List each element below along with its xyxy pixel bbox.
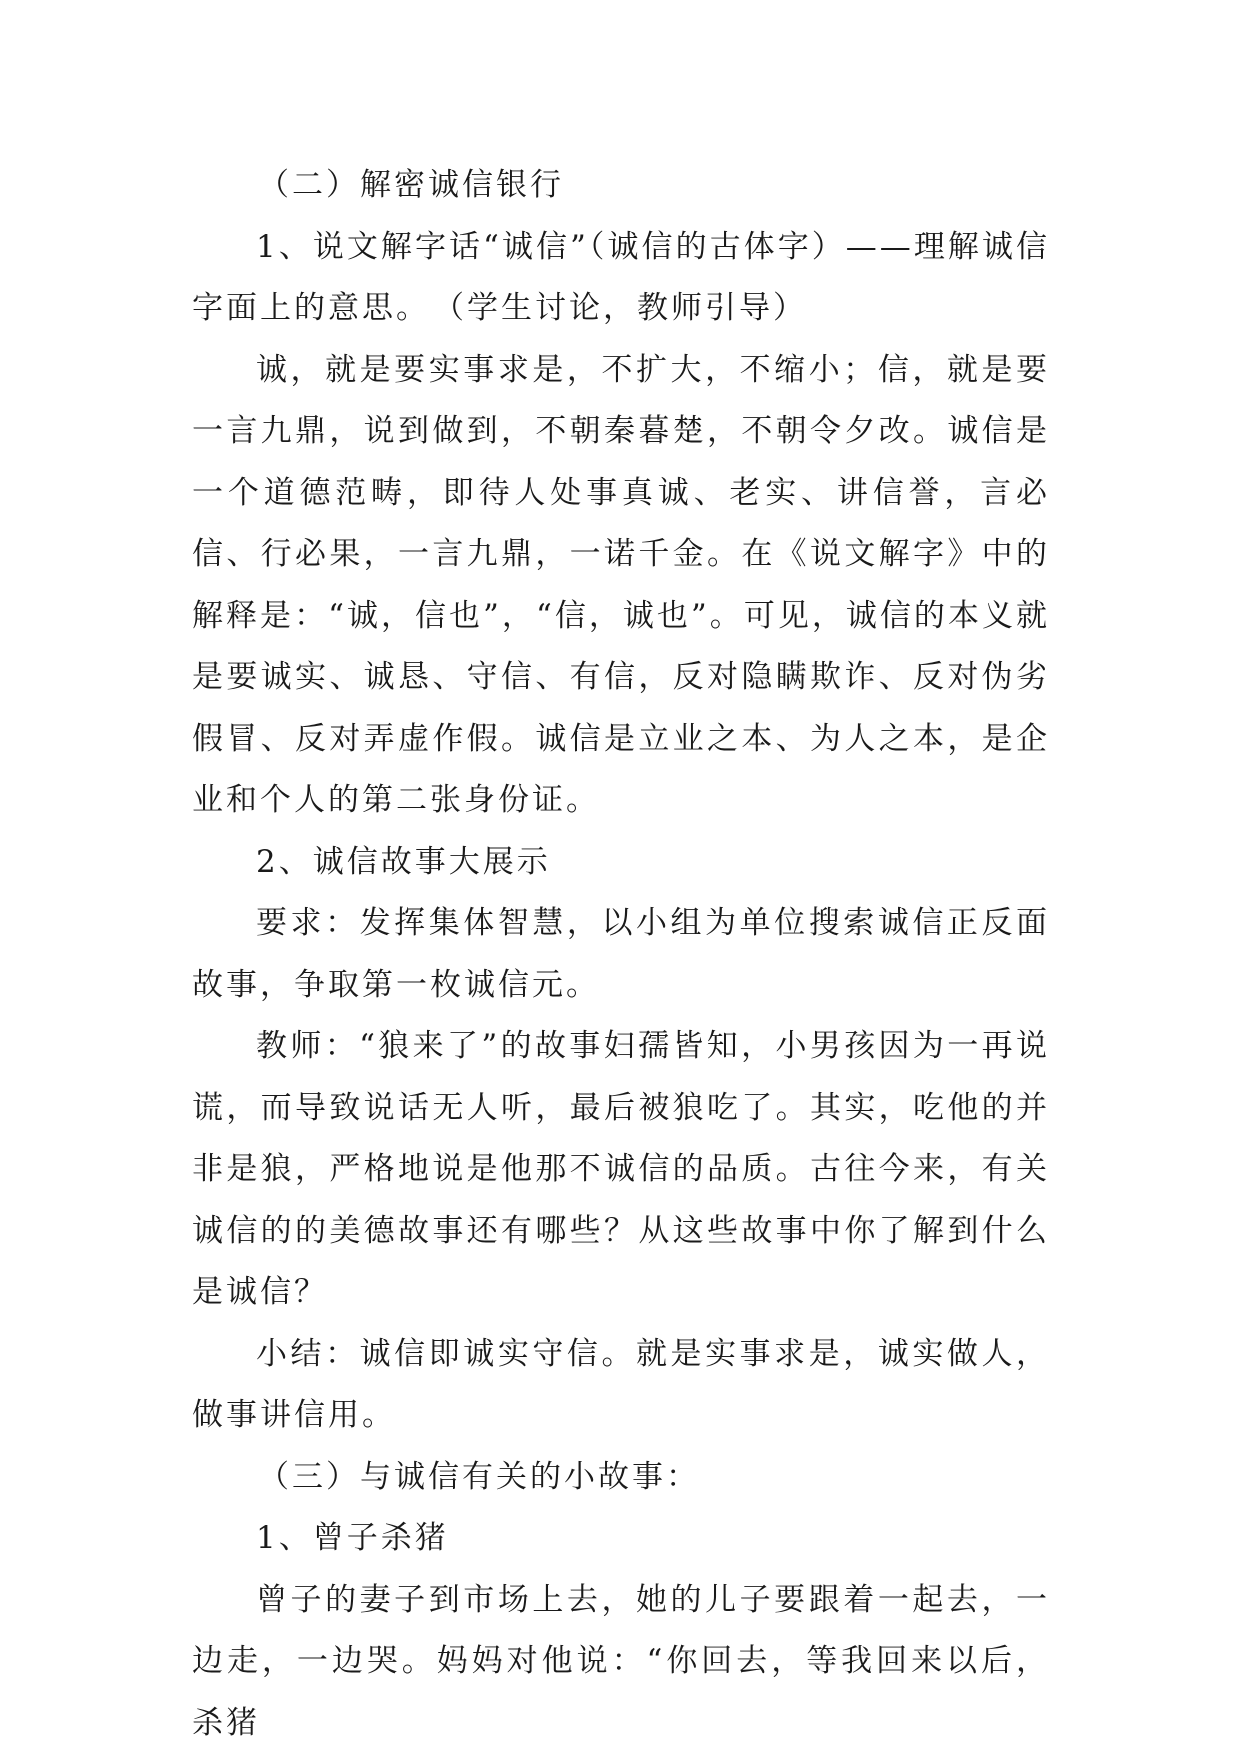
paragraph-cheng-xin-definition: 诚，就是要实事求是，不扩大，不缩小；信，就是要一言九鼎，说到做到，不朝秦暮楚，不朝令夕改。诚信是一个道德范畴，即待人处事真诚、老实、讲信誉，言必信、行必果，一言九鼎，一诺千金。在《说文解字》中的解释是：“诚，信也”，“信，诚也”。可见，诚信的本义就是要诚实、诚恳、守信、有信，反对隐瞒欺诈、反对伪劣假冒、反对弄虚作假。诚信是立业之本、为人之本，是企业和个人的第二张身份证。: [192, 351, 1050, 818]
paragraph-zengzi-story: 曾子的妻子到市场上去，她的儿子要跟着一起去，一边走，一边哭。妈妈对他说：“你回去，等我回来以后，杀猪: [192, 1581, 1050, 1741]
paragraph-teacher: 教师：“狼来了”的故事妇孺皆知，小男孩因为一再说谎，而导致说话无人听，最后被狼吃了。其实，吃他的并非是狼，严格地说是他那不诚信的品质。古往今来，有关诚信的的美德故事还有哪些？从这些故事中你了解到什么是诚信？: [192, 1028, 1050, 1310]
subheading-zengzi: 1、曾子杀猪: [256, 1520, 449, 1556]
section-heading-2: （二）解密诚信银行: [258, 167, 564, 203]
section-heading-3: （三）与诚信有关的小故事：: [258, 1458, 700, 1495]
paragraph-summary: 小结：诚信即诚实守信。就是实事求是，诚实做人，做事讲信用。: [192, 1335, 1050, 1433]
paragraph-requirement: 要求：发挥集体智慧，以小组为单位搜索诚信正反面故事，争取第一枚诚信元。: [192, 905, 1050, 1003]
paragraph-shuowen: 1、说文解字话“诚信”（诚信的古体字）——理解诚信字面上的意思。 （学生讨论，教师引导）: [192, 228, 1050, 326]
subheading-stories: 2、诚信故事大展示: [256, 843, 551, 880]
document-body: [192, 155, 1050, 1754]
